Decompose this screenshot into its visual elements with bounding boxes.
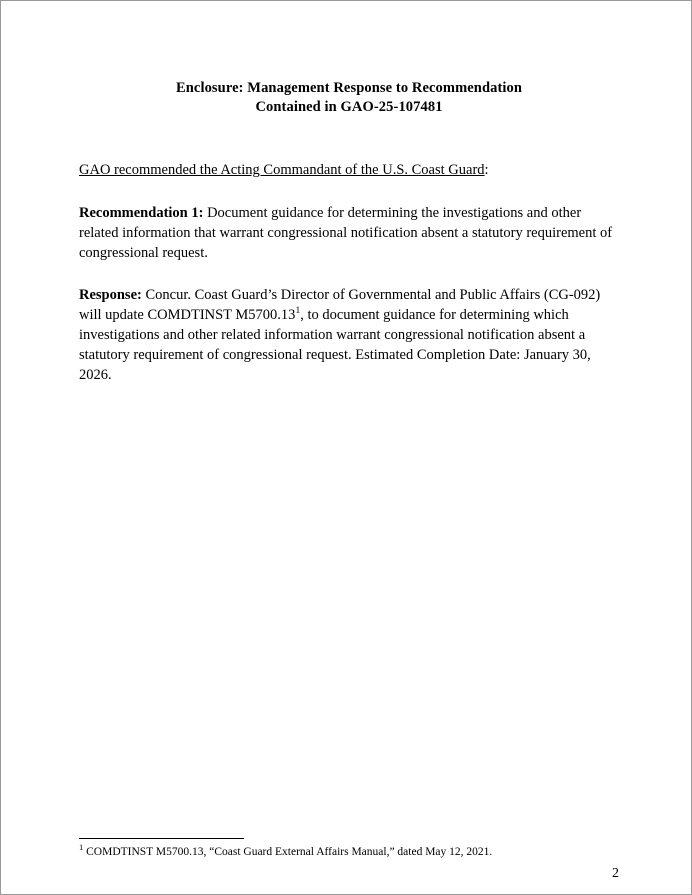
- footnote-area: [79, 838, 619, 860]
- page-number: 2: [612, 866, 619, 881]
- response-paragraph: [79, 285, 619, 385]
- footnote-body: COMDTINST M5700.13, “Coast Guard External Affairs Manual,” dated May 12, 2021.: [83, 846, 493, 859]
- page-title-line-2: Contained in GAO-25-107481: [255, 99, 443, 116]
- response-text-after-footnote: , to document guidance for determining which investigations and other related information warrant congressional notification absent a statutory requirement of congressional request. Estimated Completion Date: January 30, 2026.: [79, 306, 591, 383]
- footnote-marker: 1: [79, 842, 84, 853]
- recommendation-label: Recommendation 1:: [79, 204, 204, 221]
- footnote-text: [79, 842, 619, 860]
- response-text-before-footnote: Concur. Coast Guard’s Director of Governmental and Public Affairs (CG-092) will update COMDTINST M5700.13: [79, 286, 601, 323]
- response-label: Response:: [79, 286, 142, 303]
- intro-paragraph: [79, 161, 619, 181]
- recommendation-paragraph: [79, 203, 619, 263]
- footnote-separator-rule: [79, 838, 244, 839]
- page-title-line-1: Enclosure: Management Response to Recommendation: [175, 80, 523, 96]
- footnote-reference-marker: 1: [295, 305, 301, 316]
- intro-trailing-text: :: [484, 162, 489, 179]
- recommendation-text: Document guidance for determining the investigations and other related information that warrant congressional notification absent a statutory requirement of congressional request.: [79, 204, 613, 261]
- intro-underlined-text: GAO recommended the Acting Commandant of the U.S. Coast Guard: [79, 162, 485, 179]
- page-title: [79, 79, 619, 117]
